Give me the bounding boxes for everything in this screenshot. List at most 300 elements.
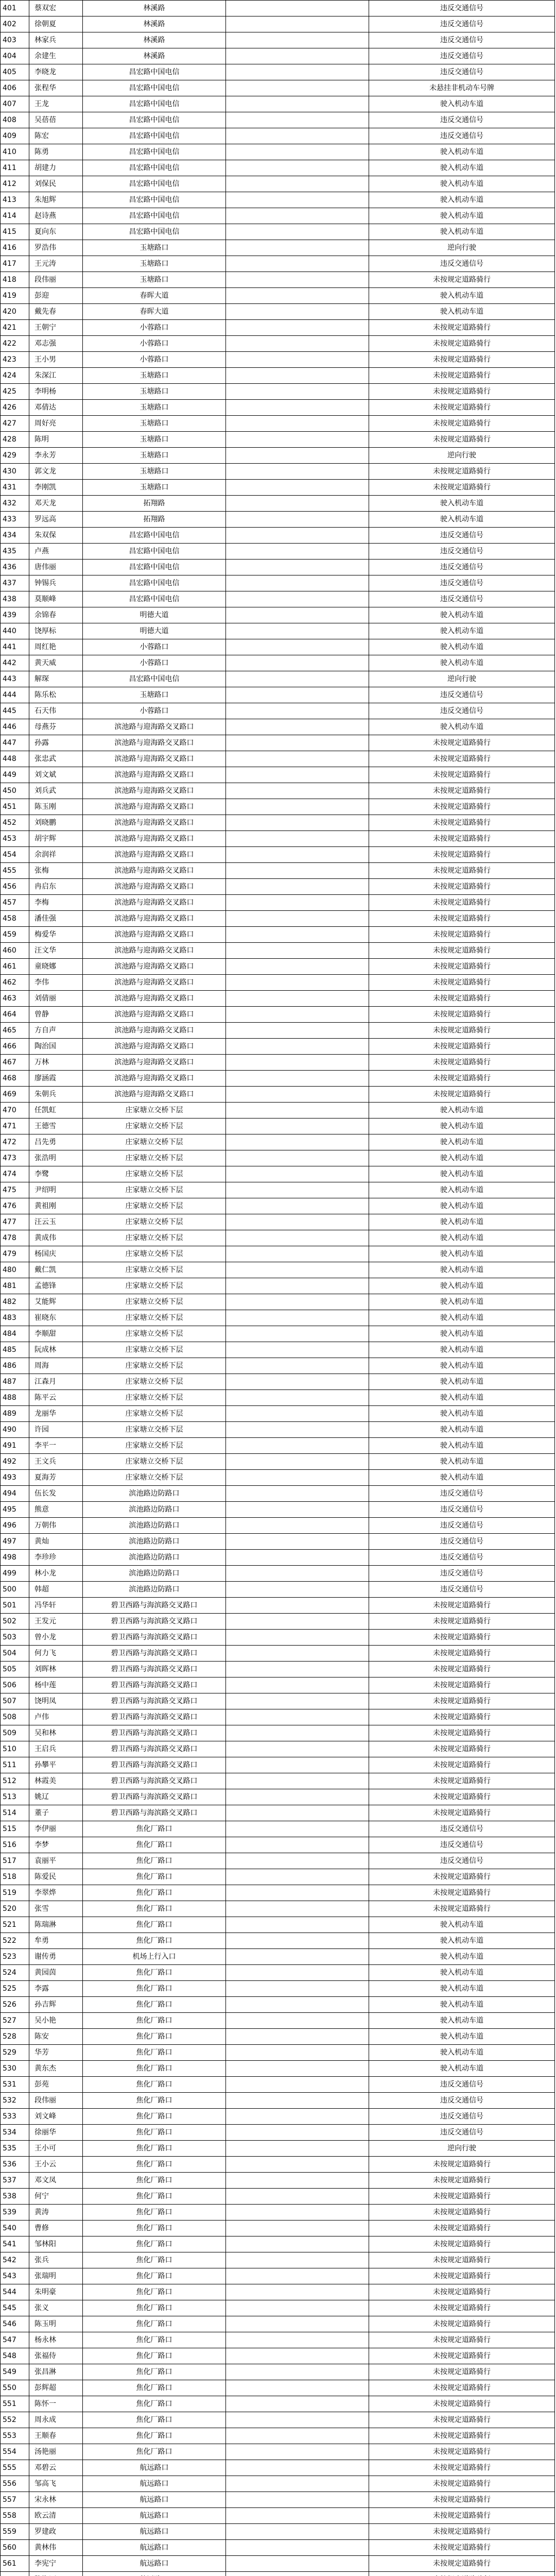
location: 焦化厂路口 [83, 1853, 226, 1869]
violation-type: 违反交通信号 [369, 1502, 555, 1518]
location: 昌宏路中国电信 [83, 144, 226, 160]
location: 玉塘路口 [83, 464, 226, 480]
location: 焦化厂路口 [83, 2364, 226, 2380]
blank-cell [226, 1486, 369, 1502]
violation-type: 未按规定道路骑行 [369, 1757, 555, 1773]
table-row [1, 847, 555, 863]
row-number: 460 [1, 943, 29, 959]
location: 航远路口 [83, 2508, 226, 2524]
violation-type: 未按规定道路骑行 [369, 2444, 555, 2460]
blank-cell [226, 1198, 369, 1214]
person-name: 刘兵武 [29, 783, 83, 799]
violation-type: 驶入机动车道 [369, 1262, 555, 1278]
table-row [1, 320, 555, 336]
table-row [1, 1550, 555, 1566]
person-name: 王启兵 [29, 1741, 83, 1757]
blank-cell [226, 591, 369, 607]
violation-type: 驶入机动车道 [369, 304, 555, 320]
person-name: 王元涛 [29, 256, 83, 272]
blank-cell [226, 32, 369, 48]
blank-cell [226, 1087, 369, 1103]
row-number: 539 [1, 2205, 29, 2221]
violation-type: 未按规定道路骑行 [369, 2221, 555, 2236]
blank-cell [226, 623, 369, 639]
location: 滨池路边防路口 [83, 1550, 226, 1566]
person-name: 王小男 [29, 352, 83, 368]
table-row [1, 1598, 555, 1614]
violation-type: 未按规定道路骑行 [369, 863, 555, 879]
table-row [1, 1390, 555, 1406]
blank-cell [226, 2540, 369, 2556]
table-row [1, 2045, 555, 2061]
person-name: 徐朝夏 [29, 16, 83, 32]
person-name: 彭迎 [29, 288, 83, 304]
row-number: 488 [1, 1390, 29, 1406]
location: 滨池路与迎海路交叉路口 [83, 975, 226, 991]
blank-cell [226, 863, 369, 879]
table-row [1, 2173, 555, 2189]
blank-cell [226, 496, 369, 512]
violation-type: 逆向行驶 [369, 240, 555, 256]
table-row [1, 2109, 555, 2125]
table-row [1, 1087, 555, 1103]
violation-type: 未按规定道路骑行 [369, 879, 555, 895]
person-name: 杨中莲 [29, 1677, 83, 1693]
blank-cell [226, 1789, 369, 1805]
table-row [1, 1518, 555, 1534]
blank-cell [226, 2508, 369, 2524]
violation-type: 未按规定道路骑行 [369, 1869, 555, 1885]
violation-type: 未按规定道路骑行 [369, 1885, 555, 1901]
violation-type: 驶入机动车道 [369, 1182, 555, 1198]
row-number: 497 [1, 1534, 29, 1550]
person-name: 邓文凤 [29, 2173, 83, 2189]
row-number: 412 [1, 176, 29, 192]
row-number: 478 [1, 1230, 29, 1246]
row-number: 441 [1, 639, 29, 655]
row-number: 525 [1, 1981, 29, 1997]
table-row [1, 384, 555, 400]
location: 拓翔路 [83, 496, 226, 512]
violation-type: 驶入机动车道 [369, 655, 555, 671]
violation-type: 未按规定道路骑行 [369, 2348, 555, 2364]
location: 小蓉路口 [83, 655, 226, 671]
person-name: 谢传勇 [29, 1949, 83, 1965]
violation-type: 未按规定道路骑行 [369, 1693, 555, 1709]
table-row [1, 2332, 555, 2348]
person-name: 黄祖刚 [29, 1198, 83, 1214]
location: 玉塘路口 [83, 384, 226, 400]
row-number [1, 2572, 29, 2576]
person-name: 王小可 [29, 2141, 83, 2157]
table-row [1, 2540, 555, 2556]
blank-cell [226, 544, 369, 560]
blank-cell [226, 1134, 369, 1150]
location: 滨池路边防路口 [83, 1518, 226, 1534]
row-number: 520 [1, 1901, 29, 1917]
table-row [1, 735, 555, 751]
blank-cell [226, 256, 369, 272]
blank-cell [226, 2380, 369, 2396]
location: 航远路口 [83, 2492, 226, 2508]
table-row [1, 2508, 555, 2524]
violation-type: 未按规定道路骑行 [369, 2524, 555, 2540]
person-name: 王顺春 [29, 2428, 83, 2444]
table-row [1, 911, 555, 927]
person-name: 卢燕 [29, 544, 83, 560]
location: 小蓉路口 [83, 336, 226, 352]
row-number: 531 [1, 2077, 29, 2093]
person-name: 李伟 [29, 975, 83, 991]
table-row [1, 607, 555, 623]
blank-cell [226, 448, 369, 464]
row-number: 516 [1, 1837, 29, 1853]
table-row [1, 2013, 555, 2029]
location: 滨池路与迎海路交叉路口 [83, 831, 226, 847]
row-number: 481 [1, 1278, 29, 1294]
person-name: 江森月 [29, 1374, 83, 1390]
location: 焦化厂路口 [83, 1917, 226, 1933]
person-name: 李平一 [29, 1438, 83, 1454]
table-row [1, 176, 555, 192]
row-number: 422 [1, 336, 29, 352]
row-number: 473 [1, 1150, 29, 1166]
blank-cell [226, 384, 369, 400]
row-number: 449 [1, 767, 29, 783]
violation-type: 未按规定道路骑行 [369, 1598, 555, 1614]
blank-cell [226, 2332, 369, 2348]
violation-type: 未按规定道路骑行 [369, 2428, 555, 2444]
table-row [1, 1821, 555, 1837]
blank-cell [226, 64, 369, 80]
location: 庄家塘立交桥下层 [83, 1166, 226, 1182]
table-row [1, 1422, 555, 1438]
blank-cell [226, 1821, 369, 1837]
row-number: 450 [1, 783, 29, 799]
blank-cell [226, 1103, 369, 1118]
violation-type: 未按规定道路骑行 [369, 911, 555, 927]
table-row [1, 2476, 555, 2492]
row-number: 549 [1, 2364, 29, 2380]
table-row [1, 2364, 555, 2380]
violation-type: 驶入机动车道 [369, 1214, 555, 1230]
violation-type: 未按规定道路骑行 [369, 1662, 555, 1677]
blank-cell [226, 1677, 369, 1693]
row-number: 484 [1, 1326, 29, 1342]
location: 焦化厂路口 [83, 2189, 226, 2205]
location: 庄家塘立交桥下层 [83, 1134, 226, 1150]
table-row [1, 1757, 555, 1773]
blank-cell [226, 1358, 369, 1374]
person-name: 潘佳强 [29, 911, 83, 927]
violation-type: 驶入机动车道 [369, 1917, 555, 1933]
person-name: 黄成伟 [29, 1230, 83, 1246]
person-name: 蔡双宏 [29, 1, 83, 16]
person-name: 朱明豪 [29, 2284, 83, 2300]
violation-type: 违反交通信号 [369, 112, 555, 128]
blank-cell [226, 288, 369, 304]
row-number: 479 [1, 1246, 29, 1262]
blank-cell [226, 1214, 369, 1230]
table-row [1, 863, 555, 879]
location: 庄家塘立交桥下层 [83, 1182, 226, 1198]
table-row [1, 1901, 555, 1917]
blank-cell [226, 719, 369, 735]
person-name: 崔晓东 [29, 1310, 83, 1326]
location: 焦化厂路口 [83, 2332, 226, 2348]
location: 明德大道 [83, 607, 226, 623]
blank-cell [226, 2412, 369, 2428]
person-name: 孙吉辉 [29, 1997, 83, 2013]
table-row [1, 1869, 555, 1885]
table-row [1, 32, 555, 48]
person-name: 邓碧云 [29, 2460, 83, 2476]
table-row [1, 1358, 555, 1374]
table-row [1, 1470, 555, 1486]
person-name: 陈安 [29, 2029, 83, 2045]
person-name: 王文兵 [29, 1454, 83, 1470]
violation-type: 未按规定道路骑行 [369, 895, 555, 911]
table-row [1, 1214, 555, 1230]
location: 昌宏路中国电信 [83, 591, 226, 607]
table-row [1, 1773, 555, 1789]
blank-cell [226, 1885, 369, 1901]
location: 昌宏路中国电信 [83, 160, 226, 176]
blank-cell [226, 879, 369, 895]
blank-cell [226, 2268, 369, 2284]
person-name: 张梅 [29, 863, 83, 879]
person-name: 林霞美 [29, 1773, 83, 1789]
blank-cell [226, 1741, 369, 1757]
table-row [1, 432, 555, 448]
violation-type: 未按规定道路骑行 [369, 416, 555, 432]
violation-type: 未按规定道路骑行 [369, 2332, 555, 2348]
location: 昌宏路中国电信 [83, 671, 226, 687]
location: 碧卫西路与海滨路交叉路口 [83, 1789, 226, 1805]
person-name: 陶治国 [29, 1039, 83, 1055]
person-name: 袁丽平 [29, 1853, 83, 1869]
location: 明德大道 [83, 623, 226, 639]
row-number: 470 [1, 1103, 29, 1118]
table-row [1, 895, 555, 911]
table-row [1, 2460, 555, 2476]
person-name: 欧云清 [29, 2508, 83, 2524]
table-row [1, 352, 555, 368]
table-row [1, 464, 555, 480]
blank-cell [226, 160, 369, 176]
location: 庄家塘立交桥下层 [83, 1118, 226, 1134]
violation-type: 违反交通信号 [369, 1534, 555, 1550]
location: 昌宏路中国电信 [83, 112, 226, 128]
person-name: 孟德锋 [29, 1278, 83, 1294]
table-row [1, 1709, 555, 1725]
person-name: 黄园茵 [29, 1965, 83, 1981]
person-name: 李珍珍 [29, 1550, 83, 1566]
violation-type: 驶入机动车道 [369, 1390, 555, 1406]
violation-type: 未按规定道路骑行 [369, 799, 555, 815]
row-number: 456 [1, 879, 29, 895]
violation-type: 违反交通信号 [369, 703, 555, 719]
violation-type: 未按规定道路骑行 [369, 2173, 555, 2189]
person-name: 张忠武 [29, 751, 83, 767]
table-row [1, 1134, 555, 1150]
blank-cell [226, 2396, 369, 2412]
blank-cell [226, 2428, 369, 2444]
row-number: 467 [1, 1055, 29, 1071]
violation-type: 驶入机动车道 [369, 1294, 555, 1310]
person-name: 张义 [29, 2300, 83, 2316]
row-number: 502 [1, 1614, 29, 1630]
row-number: 414 [1, 208, 29, 224]
row-number: 526 [1, 1997, 29, 2013]
location: 焦化厂路口 [83, 2412, 226, 2428]
location: 碧卫西路与海滨路交叉路口 [83, 1757, 226, 1773]
blank-cell [226, 2077, 369, 2093]
blank-cell [226, 1614, 369, 1630]
violation-type: 违反交通信号 [369, 2077, 555, 2093]
table-row [1, 1853, 555, 1869]
location: 庄家塘立交桥下层 [83, 1150, 226, 1166]
row-number: 477 [1, 1214, 29, 1230]
blank-cell [226, 911, 369, 927]
blank-cell [226, 128, 369, 144]
violation-type: 违反交通信号 [369, 64, 555, 80]
person-name: 陈怀一 [29, 2396, 83, 2412]
location: 焦化厂路口 [83, 2205, 226, 2221]
table-row [1, 1837, 555, 1853]
row-number: 409 [1, 128, 29, 144]
person-name: 彭苑 [29, 2077, 83, 2093]
person-name: 刘文斌 [29, 767, 83, 783]
blank-cell [226, 2109, 369, 2125]
location: 滨池路与迎海路交叉路口 [83, 1071, 226, 1087]
person-name: 段伟丽 [29, 2093, 83, 2109]
row-number: 561 [1, 2556, 29, 2572]
violation-type: 违反交通信号 [369, 32, 555, 48]
violation-type: 驶入机动车道 [369, 1230, 555, 1246]
violation-type: 驶入机动车道 [369, 512, 555, 528]
blank-cell [226, 2141, 369, 2157]
table-row [1, 1150, 555, 1166]
person-name: 姚辽 [29, 1789, 83, 1805]
row-number: 506 [1, 1677, 29, 1693]
table-row [1, 2061, 555, 2077]
violation-type: 未按规定道路骑行 [369, 2364, 555, 2380]
table-row [1, 655, 555, 671]
blank-cell [226, 783, 369, 799]
blank-cell [226, 96, 369, 112]
row-number: 553 [1, 2428, 29, 2444]
blank-cell [226, 1406, 369, 1422]
location: 焦化厂路口 [83, 1981, 226, 1997]
blank-cell [226, 1294, 369, 1310]
blank-cell [226, 1901, 369, 1917]
location: 碧卫西路与海滨路交叉路口 [83, 1662, 226, 1677]
blank-cell [226, 1374, 369, 1390]
row-number: 442 [1, 655, 29, 671]
row-number: 402 [1, 16, 29, 32]
person-name: 龙丽华 [29, 1406, 83, 1422]
row-number: 515 [1, 1821, 29, 1837]
location: 滨池路与迎海路交叉路口 [83, 879, 226, 895]
table-row [1, 304, 555, 320]
person-name: 黄灿 [29, 1534, 83, 1550]
blank-cell [226, 1055, 369, 1071]
violation-type: 未按规定道路骑行 [369, 336, 555, 352]
location: 玉塘路口 [83, 687, 226, 703]
person-name: 李梦 [29, 1837, 83, 1853]
blank-cell [226, 1326, 369, 1342]
violation-type: 驶入机动车道 [369, 2029, 555, 2045]
table-row [1, 2316, 555, 2332]
person-name: 王龙 [29, 96, 83, 112]
blank-cell [226, 815, 369, 831]
person-name: 邹林阳 [29, 2236, 83, 2252]
location: 庄家塘立交桥下层 [83, 1358, 226, 1374]
blank-cell [226, 1023, 369, 1039]
location: 庄家塘立交桥下层 [83, 1198, 226, 1214]
row-number: 517 [1, 1853, 29, 1869]
table-row [1, 623, 555, 639]
table-row [1, 703, 555, 719]
person-name: 张福侍 [29, 2348, 83, 2364]
row-number: 431 [1, 480, 29, 496]
location: 滨池路与迎海路交叉路口 [83, 767, 226, 783]
row-number: 489 [1, 1406, 29, 1422]
blank-cell [226, 432, 369, 448]
row-number: 420 [1, 304, 29, 320]
blank-cell [226, 80, 369, 96]
table-row [1, 2524, 555, 2540]
violation-table-body [1, 1, 555, 2576]
violation-type: 驶入机动车道 [369, 1150, 555, 1166]
violation-type: 驶入机动车道 [369, 1118, 555, 1134]
violation-type: 未按规定道路骑行 [369, 432, 555, 448]
person-name: 陈爱民 [29, 1869, 83, 1885]
row-number: 491 [1, 1438, 29, 1454]
table-row [1, 1933, 555, 1949]
person-name: 曾静 [29, 1007, 83, 1023]
violation-type: 违反交通信号 [369, 1518, 555, 1534]
table-row [1, 1486, 555, 1502]
location: 庄家塘立交桥下层 [83, 1246, 226, 1262]
blank-cell [226, 1182, 369, 1198]
violation-type: 未按规定道路骑行 [369, 2460, 555, 2476]
person-name: 戴先春 [29, 304, 83, 320]
location: 焦化厂路口 [83, 1933, 226, 1949]
row-number: 504 [1, 1646, 29, 1662]
table-row [1, 2157, 555, 2173]
row-number: 433 [1, 512, 29, 528]
person-name: 许园 [29, 1422, 83, 1438]
person-name: 陈勇 [29, 144, 83, 160]
person-name: 华芳 [29, 2045, 83, 2061]
person-name: 陈瑞淋 [29, 1917, 83, 1933]
person-name: 牟勇 [29, 1933, 83, 1949]
table-row [1, 160, 555, 176]
person-name: 宋永林 [29, 2492, 83, 2508]
location: 庄家塘立交桥下层 [83, 1262, 226, 1278]
person-name: 李顺甜 [29, 1326, 83, 1342]
location: 小蓉路口 [83, 320, 226, 336]
table-row [1, 1454, 555, 1470]
table-row [1, 575, 555, 591]
row-number: 500 [1, 1582, 29, 1598]
blank-cell [226, 224, 369, 240]
row-number: 493 [1, 1470, 29, 1486]
location: 碧卫西路与海滨路交叉路口 [83, 1741, 226, 1757]
row-number: 475 [1, 1182, 29, 1198]
